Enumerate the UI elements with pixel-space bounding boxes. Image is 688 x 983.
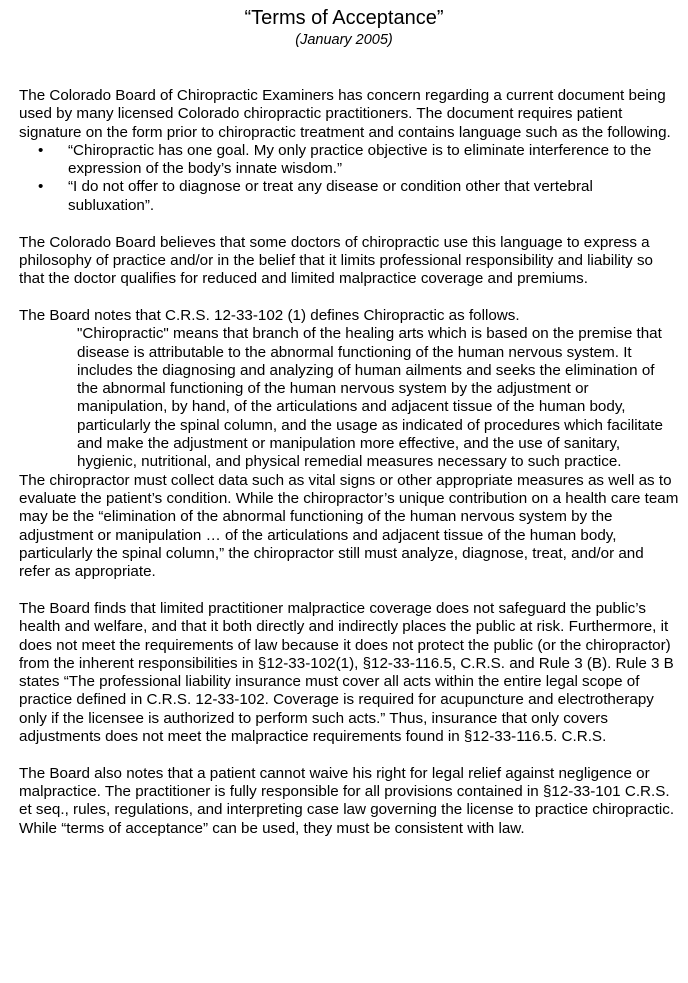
list-item-text: “I do not offer to diagnose or treat any disease or condition other that vertebral subluxation”. <box>68 178 593 214</box>
paragraph-board-belief: The Colorado Board believes that some doctors of chiropractic use this language to express a philosophy of practice and/or in the belief that it limits professional responsibility and liability so that the doctor qualifies for reduced and limited malpractice coverage and premiums. <box>19 233 653 288</box>
paragraph-gap <box>19 215 679 234</box>
paragraph-concern: The Colorado Board of Chiropractic Examiners has concern regarding a current document being used by many licensed Colorado chiropractic practitioners. The document requires patient signature on the form prior to chiropractic treatment and contains language such as the following. <box>19 87 671 141</box>
document-body <box>19 87 679 838</box>
document-date: (January 2005) <box>295 32 393 48</box>
paragraph-legal-relief: The Board also notes that a patient cannot waive his right for legal relief against negligence or malpractice. The practitioner is fully responsible for all provisions contained in §12-33-101 C.R.S. et seq., rules, regulations, and interpreting case law governing the license to practice chiropractic. While “terms of acceptance” can be used, they must be consistent with law. <box>19 764 675 837</box>
paragraph-malpractice-coverage: The Board finds that limited practitioner malpractice coverage does not safeguard the public’s health and welfare, and that it both directly and indirectly places the public at risk. Furthermore, it does not meet the requirements of law because it does not protect the public (or the chiropractor) from the inherent responsibilities in §12-33-102(1), §12-33-116.5, C.R.S. and Rule 3 (B). Rule 3 B states “The professional liability insurance must cover all acts within the entire legal scope of practice defined in C.R.S. 12-33-102. Coverage is required for acupuncture and electrotherapy only if the licensee is authorized to perform such acts.” Thus, insurance that only covers adjustments does not meet the malpractice requirements found in §12-33-116.5. C.R.S. <box>19 599 674 745</box>
paragraph-gap <box>19 746 679 765</box>
list-item <box>19 178 679 215</box>
paragraph-gap <box>19 288 679 307</box>
paragraph-definition-intro: The Board notes that C.R.S. 12-33-102 (1) defines Chiropractic as follows. <box>19 306 520 324</box>
paragraph-gap <box>19 581 679 600</box>
bullet-icon: • <box>38 178 44 196</box>
quoted-language-list <box>19 142 679 215</box>
paragraph-chiropractor-duties: The chiropractor must collect data such as vital signs or other appropriate measures as well as to evaluate the patient’s condition. While the chiropractor’s unique contribution on a health care team may be the “elimination of the abnormal functioning of the human nervous system by the adjustment or manipulation … of the articulations and adjacent tissue of the human body, particularly the spinal column,” the chiropractor still must analyze, diagnose, treat, and/or and refer as appropriate. <box>19 471 679 581</box>
bullet-icon: • <box>38 141 44 159</box>
document-title: “Terms of Acceptance” <box>244 7 444 29</box>
list-item-text: “Chiropractic has one goal. My only practice objective is to eliminate interference to the expression of the body’s innate wisdom.” <box>68 141 652 178</box>
list-item <box>19 142 679 179</box>
statute-quote: "Chiropractic" means that branch of the healing arts which is based on the premise that disease is attributable to the abnormal functioning of the human nervous system. It includes the diagnosing and analyzing of human ailments and seeks the elimination of the abnormal functioning of the human nervous system by the adjustment or manipulation, by hand, of the articulations and adjacent tissue of the human body, particularly the spinal column, and the usage as indicated of procedures which facilitate and make the adjustment or manipulation more effective, and the use of sanitary, hygienic, nutritional, and physical remedial measures necessary to such practice. <box>77 325 663 471</box>
